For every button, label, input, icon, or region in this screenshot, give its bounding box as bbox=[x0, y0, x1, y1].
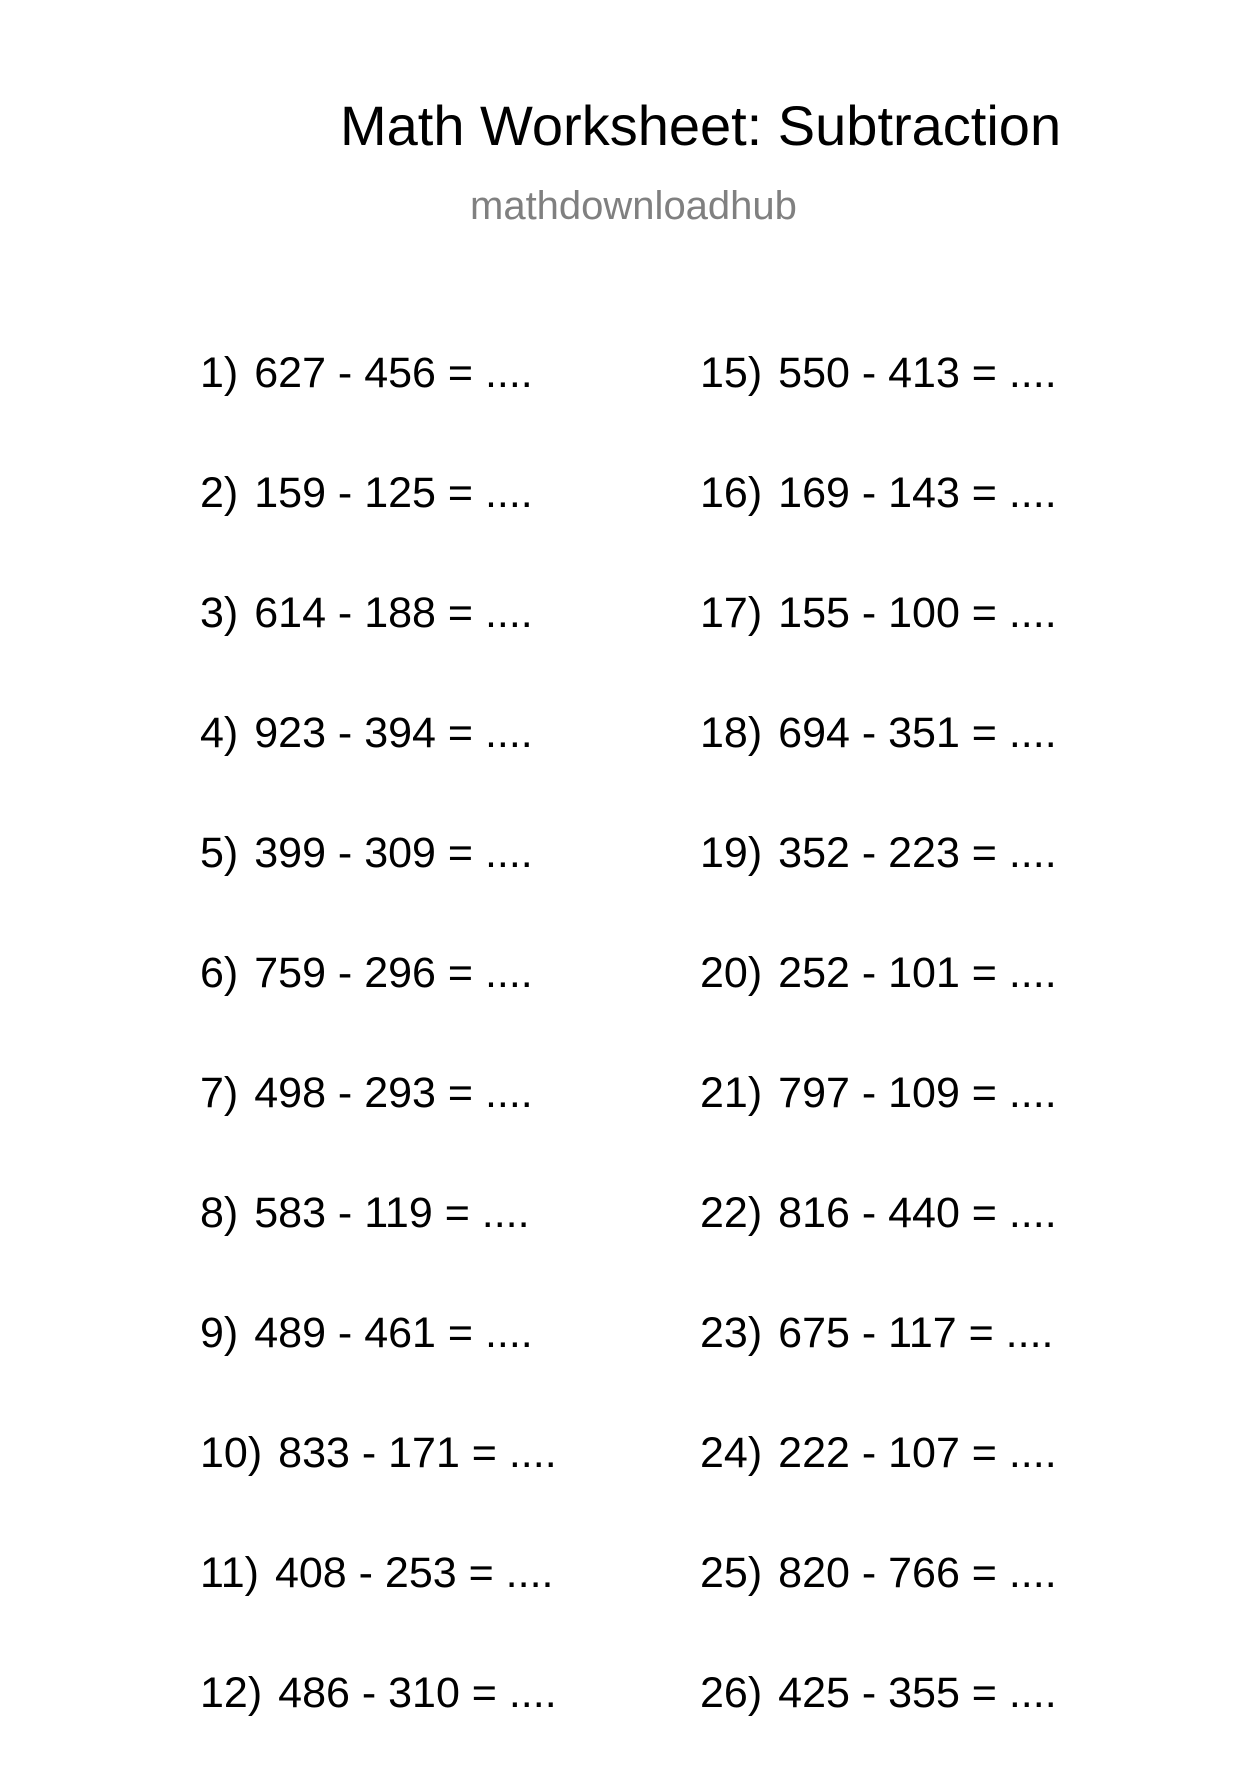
problem-item bbox=[200, 1669, 557, 1792]
problem-expression: 399 - 309 = .... bbox=[254, 829, 533, 877]
problem-number: 6) bbox=[200, 949, 239, 997]
problem-item bbox=[700, 1549, 1057, 1672]
problem-item bbox=[200, 829, 557, 952]
problem-item bbox=[700, 709, 1057, 832]
problem-item bbox=[700, 1189, 1057, 1312]
problem-item bbox=[700, 1309, 1057, 1432]
problem-expression: 923 - 394 = .... bbox=[254, 709, 533, 757]
problem-expression: 155 - 100 = .... bbox=[778, 589, 1057, 637]
problem-expression: 627 - 456 = .... bbox=[254, 349, 533, 397]
problem-expression: 820 - 766 = .... bbox=[778, 1549, 1057, 1597]
problem-expression: 169 - 143 = .... bbox=[778, 469, 1057, 517]
problem-item bbox=[200, 1549, 557, 1672]
problem-item bbox=[700, 1069, 1057, 1192]
problem-item bbox=[700, 349, 1057, 472]
problem-number: 2) bbox=[200, 469, 239, 517]
problem-expression: 550 - 413 = .... bbox=[778, 349, 1057, 397]
problem-number: 3) bbox=[200, 589, 239, 637]
problem-number: 25) bbox=[700, 1549, 763, 1597]
problem-number: 12) bbox=[200, 1669, 263, 1717]
problem-number: 24) bbox=[700, 1429, 763, 1477]
problem-number: 8) bbox=[200, 1189, 239, 1237]
problem-item bbox=[700, 1429, 1057, 1552]
problem-item bbox=[700, 1669, 1057, 1792]
problem-item bbox=[200, 349, 557, 472]
problem-expression: 486 - 310 = .... bbox=[278, 1669, 557, 1717]
problem-item bbox=[200, 1309, 557, 1432]
problem-item bbox=[200, 589, 557, 712]
problem-expression: 159 - 125 = .... bbox=[254, 469, 533, 517]
problem-expression: 694 - 351 = .... bbox=[778, 709, 1057, 757]
problem-item bbox=[700, 589, 1057, 712]
problem-number: 19) bbox=[700, 829, 763, 877]
problem-expression: 252 - 101 = .... bbox=[778, 949, 1057, 997]
problem-number: 15) bbox=[700, 349, 763, 397]
problem-number: 11) bbox=[200, 1549, 259, 1597]
problem-item bbox=[200, 1069, 557, 1192]
problem-item bbox=[700, 469, 1057, 592]
problem-expression: 408 - 253 = .... bbox=[274, 1549, 554, 1597]
problem-expression: 797 - 109 = .... bbox=[778, 1069, 1057, 1117]
problem-expression: 614 - 188 = .... bbox=[254, 589, 533, 637]
problem-number: 20) bbox=[700, 949, 763, 997]
problem-number: 21) bbox=[700, 1069, 763, 1117]
problem-expression: 759 - 296 = .... bbox=[254, 949, 533, 997]
problem-column-right bbox=[700, 349, 1057, 1792]
problem-number: 23) bbox=[700, 1309, 763, 1357]
problem-expression: 583 - 119 = .... bbox=[254, 1189, 530, 1237]
problem-item bbox=[200, 1189, 557, 1312]
problem-item bbox=[700, 949, 1057, 1072]
problem-number: 7) bbox=[200, 1069, 239, 1117]
problem-item bbox=[200, 1429, 557, 1552]
problem-item bbox=[200, 949, 557, 1072]
problem-column-left bbox=[200, 349, 557, 1792]
problem-number: 5) bbox=[200, 829, 239, 877]
problem-number: 16) bbox=[700, 469, 763, 517]
problem-expression: 489 - 461 = .... bbox=[254, 1309, 533, 1357]
problem-expression: 498 - 293 = .... bbox=[254, 1069, 533, 1117]
problem-number: 22) bbox=[700, 1189, 763, 1237]
problem-expression: 675 - 117 = .... bbox=[778, 1309, 1054, 1357]
problem-item bbox=[700, 829, 1057, 952]
problem-number: 9) bbox=[200, 1309, 239, 1357]
problem-number: 10) bbox=[200, 1429, 263, 1477]
problem-item bbox=[200, 469, 557, 592]
problem-item bbox=[200, 709, 557, 832]
problem-number: 1) bbox=[200, 349, 239, 397]
problem-expression: 833 - 171 = .... bbox=[278, 1429, 557, 1477]
problem-number: 26) bbox=[700, 1669, 763, 1717]
problem-expression: 425 - 355 = .... bbox=[778, 1669, 1057, 1717]
page-subtitle: mathdownloadhub bbox=[470, 184, 797, 228]
problem-expression: 816 - 440 = .... bbox=[778, 1189, 1057, 1237]
page-title: Math Worksheet: Subtraction bbox=[340, 94, 1062, 157]
problem-expression: 352 - 223 = .... bbox=[778, 829, 1057, 877]
problem-number: 4) bbox=[200, 709, 239, 757]
problem-number: 18) bbox=[700, 709, 763, 757]
problem-number: 17) bbox=[700, 589, 763, 637]
problem-expression: 222 - 107 = .... bbox=[778, 1429, 1057, 1477]
